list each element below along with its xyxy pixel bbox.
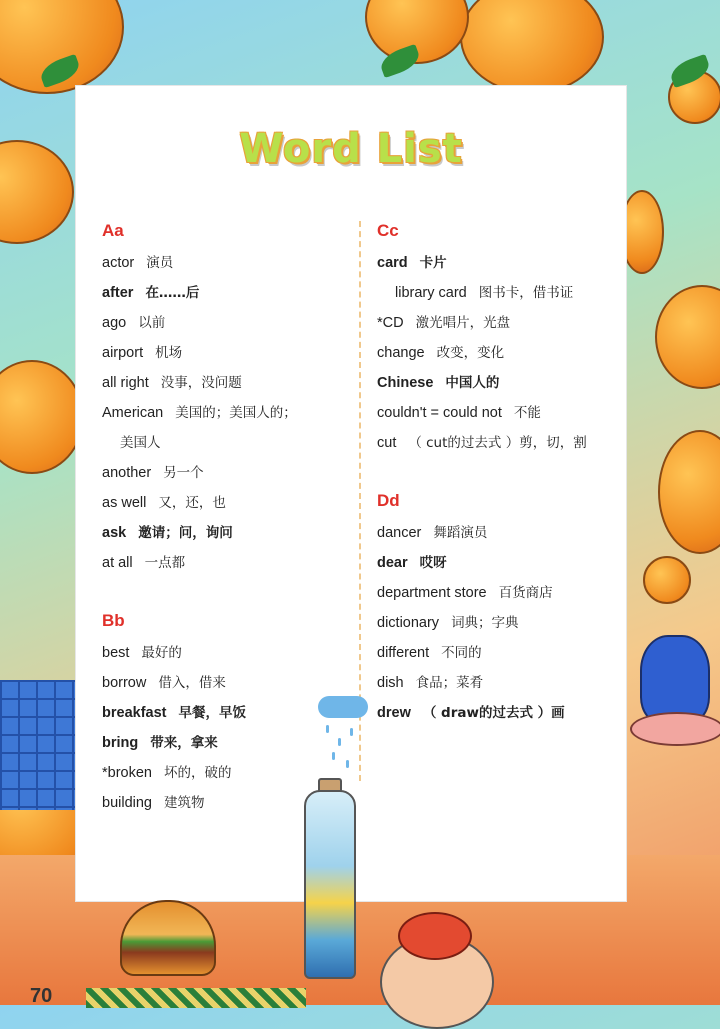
word-english: drew xyxy=(377,705,411,721)
word-english: borrow xyxy=(102,675,147,691)
right-column xyxy=(377,218,627,728)
word-english: department store xyxy=(377,585,487,601)
word-chinese: 最好的 xyxy=(141,645,182,661)
bottle-illustration xyxy=(304,790,356,979)
word-entry xyxy=(377,278,627,308)
word-chinese: 百货商店 xyxy=(498,585,553,601)
word-english: building xyxy=(102,795,152,811)
word-chinese: 食品；菜肴 xyxy=(415,675,484,691)
word-english: dancer xyxy=(377,525,422,541)
orange-decoration xyxy=(0,140,74,244)
word-english: Chinese xyxy=(377,375,434,391)
word-english: ago xyxy=(102,315,127,331)
word-english: change xyxy=(377,345,425,361)
word-english: library card xyxy=(395,285,467,301)
tomato-decoration xyxy=(398,912,472,960)
left-column xyxy=(102,218,352,818)
word-entry xyxy=(377,308,627,338)
word-chinese: 演员 xyxy=(146,255,174,271)
word-entry xyxy=(102,458,352,488)
word-chinese: 带来，拿来 xyxy=(150,735,218,751)
table-illustration xyxy=(630,712,720,746)
word-entry xyxy=(377,548,627,578)
word-chinese: 美国人 xyxy=(120,435,161,451)
orange-decoration xyxy=(643,556,691,604)
word-chinese: 借入，借来 xyxy=(158,675,226,691)
word-entry xyxy=(377,368,627,398)
word-entry xyxy=(102,398,352,428)
word-english: *broken xyxy=(102,765,152,781)
word-english: cut xyxy=(377,435,397,451)
word-entry xyxy=(102,488,352,518)
word-english: ask xyxy=(102,525,127,541)
word-entry xyxy=(377,428,627,458)
word-english: another xyxy=(102,465,152,481)
word-chinese: 词典；字典 xyxy=(451,615,519,631)
word-entry xyxy=(377,668,627,698)
word-english: couldn't = could not xyxy=(377,405,502,421)
raindrop-decoration xyxy=(326,725,329,733)
page-title: Word List xyxy=(239,126,463,172)
word-entry xyxy=(377,518,627,548)
word-entry xyxy=(377,698,627,728)
word-entry xyxy=(377,398,627,428)
word-english: dictionary xyxy=(377,615,440,631)
orange-decoration xyxy=(658,430,720,554)
word-english: at all xyxy=(102,555,133,571)
word-chinese: 中国人的 xyxy=(445,375,500,391)
word-entry xyxy=(102,338,352,368)
section-letter-heading: Bb xyxy=(102,611,125,630)
word-english: *CD xyxy=(377,315,404,331)
word-entry xyxy=(377,338,627,368)
orange-decoration xyxy=(655,285,720,389)
word-english: card xyxy=(377,255,408,271)
word-english: bring xyxy=(102,735,139,751)
raindrop-decoration xyxy=(350,728,353,736)
word-entry xyxy=(102,698,352,728)
word-chinese: 另一个 xyxy=(163,465,204,481)
word-english: as well xyxy=(102,495,147,511)
word-english: all right xyxy=(102,375,149,391)
orange-decoration xyxy=(0,360,84,474)
word-chinese: 没事，没问题 xyxy=(160,375,242,391)
word-chinese: 哎呀 xyxy=(419,555,447,571)
raindrop-decoration xyxy=(332,752,335,760)
word-entry xyxy=(102,728,352,758)
word-entry xyxy=(102,248,352,278)
word-english: best xyxy=(102,645,130,661)
word-entry xyxy=(102,758,352,788)
word-chinese: 不同的 xyxy=(441,645,482,661)
word-chinese: 坏的，破的 xyxy=(163,765,232,781)
word-chinese: 不能 xyxy=(513,405,541,421)
word-chinese: 邀请；问，询问 xyxy=(138,525,233,541)
word-entry xyxy=(102,278,352,308)
word-entry xyxy=(377,638,627,668)
word-entry xyxy=(377,608,627,638)
word-chinese: （ draw的过去式 ）画 xyxy=(422,705,565,721)
word-entry xyxy=(102,548,352,578)
orange-decoration xyxy=(460,0,604,94)
word-chinese: 舞蹈演员 xyxy=(433,525,488,541)
word-entry xyxy=(102,668,352,698)
tile-wall xyxy=(0,680,80,810)
word-list-panel xyxy=(76,86,626,901)
cloud-decoration xyxy=(318,696,368,718)
word-english: breakfast xyxy=(102,705,167,721)
word-entry xyxy=(102,308,352,338)
mat-decoration xyxy=(86,988,306,1008)
section-gap xyxy=(377,458,627,488)
word-chinese: 美国的；美国人的； xyxy=(175,405,297,421)
word-chinese: 激光唱片，光盘 xyxy=(415,315,511,331)
raindrop-decoration xyxy=(338,738,341,746)
word-chinese: 早餐，早饭 xyxy=(178,705,246,721)
word-chinese: 在……后 xyxy=(145,285,200,301)
section-letter-heading: Aa xyxy=(102,221,124,240)
word-chinese: 卡片 xyxy=(419,255,447,271)
word-entry xyxy=(102,368,352,398)
word-entry xyxy=(102,518,352,548)
word-english: American xyxy=(102,405,164,421)
word-chinese: 改变，变化 xyxy=(436,345,505,361)
word-english: actor xyxy=(102,255,135,271)
word-entry xyxy=(102,428,352,458)
word-english: dish xyxy=(377,675,404,691)
word-chinese: 一点都 xyxy=(144,555,186,571)
word-chinese: 又，还，也 xyxy=(158,495,226,511)
word-chinese: 图书卡，借书证 xyxy=(478,285,574,301)
word-chinese: 以前 xyxy=(138,315,166,331)
raindrop-decoration xyxy=(346,760,349,768)
section-gap xyxy=(102,578,352,608)
word-english: dear xyxy=(377,555,408,571)
word-english: different xyxy=(377,645,430,661)
word-entry xyxy=(102,638,352,668)
vase-illustration xyxy=(640,635,710,724)
word-chinese: 建筑物 xyxy=(164,795,205,811)
word-entry xyxy=(377,248,627,278)
word-chinese: 机场 xyxy=(155,345,183,361)
word-chinese: （ cut的过去式 ）剪，切，割 xyxy=(408,435,587,451)
page-number: 70 xyxy=(30,985,53,1007)
section-letter-heading: Dd xyxy=(377,491,400,510)
word-entry xyxy=(377,578,627,608)
word-english: after xyxy=(102,285,134,301)
word-english: airport xyxy=(102,345,144,361)
section-letter-heading: Cc xyxy=(377,221,399,240)
